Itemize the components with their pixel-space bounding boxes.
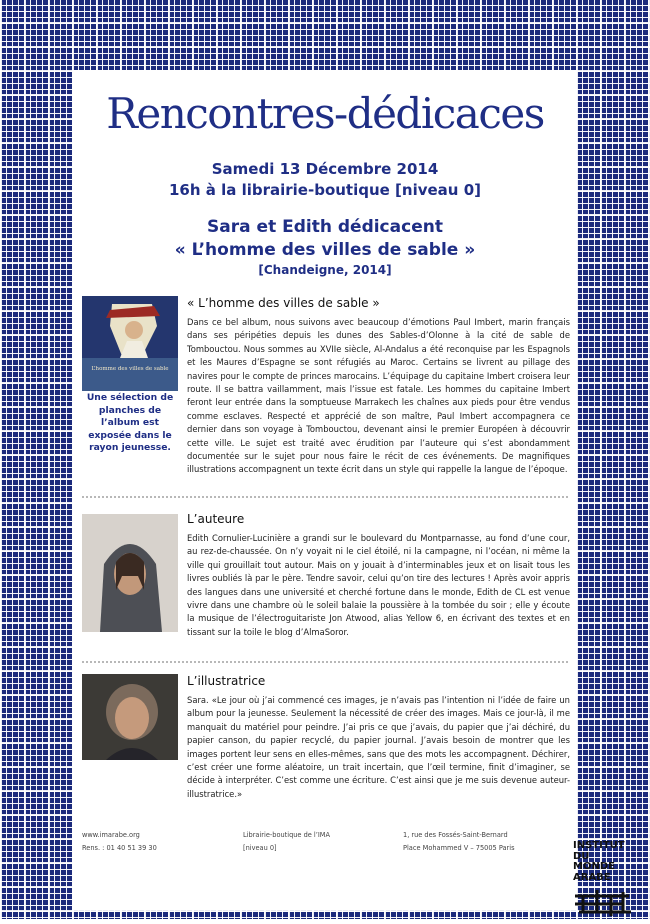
book-cover-title: L’homme des villes de sable <box>91 366 169 372</box>
section-author <box>82 512 572 662</box>
section-title-book: « L’homme des villes de sable » <box>187 296 380 310</box>
phone-number: Rens. : 01 40 51 39 30 <box>82 844 157 852</box>
event-date: Samedi 13 Décembre 2014 <box>211 160 439 178</box>
book-cover-image <box>82 296 178 391</box>
section-title-author: L’auteure <box>187 512 245 526</box>
illustrator-photo <box>82 674 178 760</box>
page-title: Rencontres-dédicaces <box>106 89 544 138</box>
footer-contact <box>82 829 157 855</box>
section-divider <box>82 496 568 498</box>
section-title-illustrator: L’illustratrice <box>187 674 266 688</box>
location-name: Librairie-boutique de l’IMA <box>243 831 330 839</box>
section-book <box>82 296 572 496</box>
section-text-illustrator: Sara. «Le jour où j’ai commencé ces images, je n’avais pas l’intention ni l’idée de faire un album pour la jeunesse. Seulement la nécessité de créer des images. Mais ce jour-là, il me manquait du matériel pour peindre. J’ai pris ce que j’avais, du papier que j’ai déchiré, du papier canson, du papier recyclé, du papier journal. J’avais besoin de montrer que les images portent leur sens en elles-mêmes, sans que des mots les accompagnent. Déchirer, c’est créer une forme aléatoire, un trait incertain, que l’œil termine, finit d’imaginer, se décide à interpréter. C’est comme une écriture. C’est ainsi que je me suis devenue auteur-illustratrice.» <box>187 695 570 799</box>
section-text-author: Edith Cornulier-Lucinière a grandi sur le boulevard du Montparnasse, au fond d’une cour, au rez-de-chaussée. On n’y voyait ni le ciel étoilé, ni la campagne, ni l’océan, ni même la ville qui grouillait tout autour. Mais on y jouait à d’interminables jeux et on lisait tous les livres oubliés là par le père. Tendre savoir, celui qu’on tire des lectures ! Après avoir appris des langues dans une université et cherché fortune dans le monde, Edith de CL est venue vivre dans une chambre où le soleil balaie la poussière à la tombée du soir ; elle y écoute la musique de l’électroguitariste Jon Atwood, alias Yellow 6, en écrivant des textes et en tissant sur la toile le blog d’AlmaSoror. <box>187 533 570 637</box>
address-city: Place Mohammed V – 75005 Paris <box>403 844 515 852</box>
logo-line-3: ARABE <box>573 871 611 883</box>
publisher-label: [Chandeigne, 2014] <box>258 263 392 277</box>
exhibition-note: Une sélection de planches de l’album est exposée dans le rayon jeunesse. <box>86 392 174 453</box>
section-text-book: Dans ce bel album, nous suivons avec beaucoup d’émotions Paul Imbert, marin français dans ses péripéties depuis les dunes des Sables-d’Olonne à la cité de sable de Tombouctou. Nous sommes au XVIIe siècle, Al-Andalus a été reconquise par les Espagnols et les Maures d’Espagne se sont réfugiés au Maroc. Certains se livrent au pillage des navires pour le compte de princes marocains. L’équipage du capitaine Imbert croisera leur route. Il se battra vaillamment, mais l’issue est fatale. Les hommes du capitaine Imbert feront leur entrée dans la somptueuse Marrakech les chaînes aux pieds pour être vendus comme esclaves. Respecté et apprécié de son maître, Paul Imbert accompagnera ce dernier dans son voyage à Tombouctou, devenant ainsi le premier Européen à découvrir cette ville. Le sujet est traité avec érudition par l’auteure qui s’est abondamment documentée sur le sujet pour nous faire le récit de ces événements. De magnifiques illustrations accompagnent un texte écrit dans un style qui rappelle la langue de l’époque. <box>187 317 570 475</box>
section-illustrator <box>82 674 572 814</box>
footer-address <box>403 829 515 855</box>
logo-line-1: INSTITUT <box>573 840 625 851</box>
logo-line-2: DU MONDE <box>573 850 615 872</box>
address-street: 1, rue des Fossés-Saint-Bernard <box>403 831 508 839</box>
ima-arabic-logotype <box>573 886 633 920</box>
footer-location <box>243 829 330 855</box>
section-divider <box>82 661 568 663</box>
ima-logo <box>573 841 633 924</box>
author-photo <box>82 514 178 632</box>
headline-book-title: « L’homme des villes de sable » <box>174 240 476 260</box>
headline-authors: Sara et Edith dédicacent <box>207 217 443 237</box>
location-level: [niveau 0] <box>243 844 277 852</box>
event-time-place: 16h à la librairie-boutique [niveau 0] <box>168 181 481 199</box>
website-link[interactable]: www.imarabe.org <box>82 831 140 839</box>
